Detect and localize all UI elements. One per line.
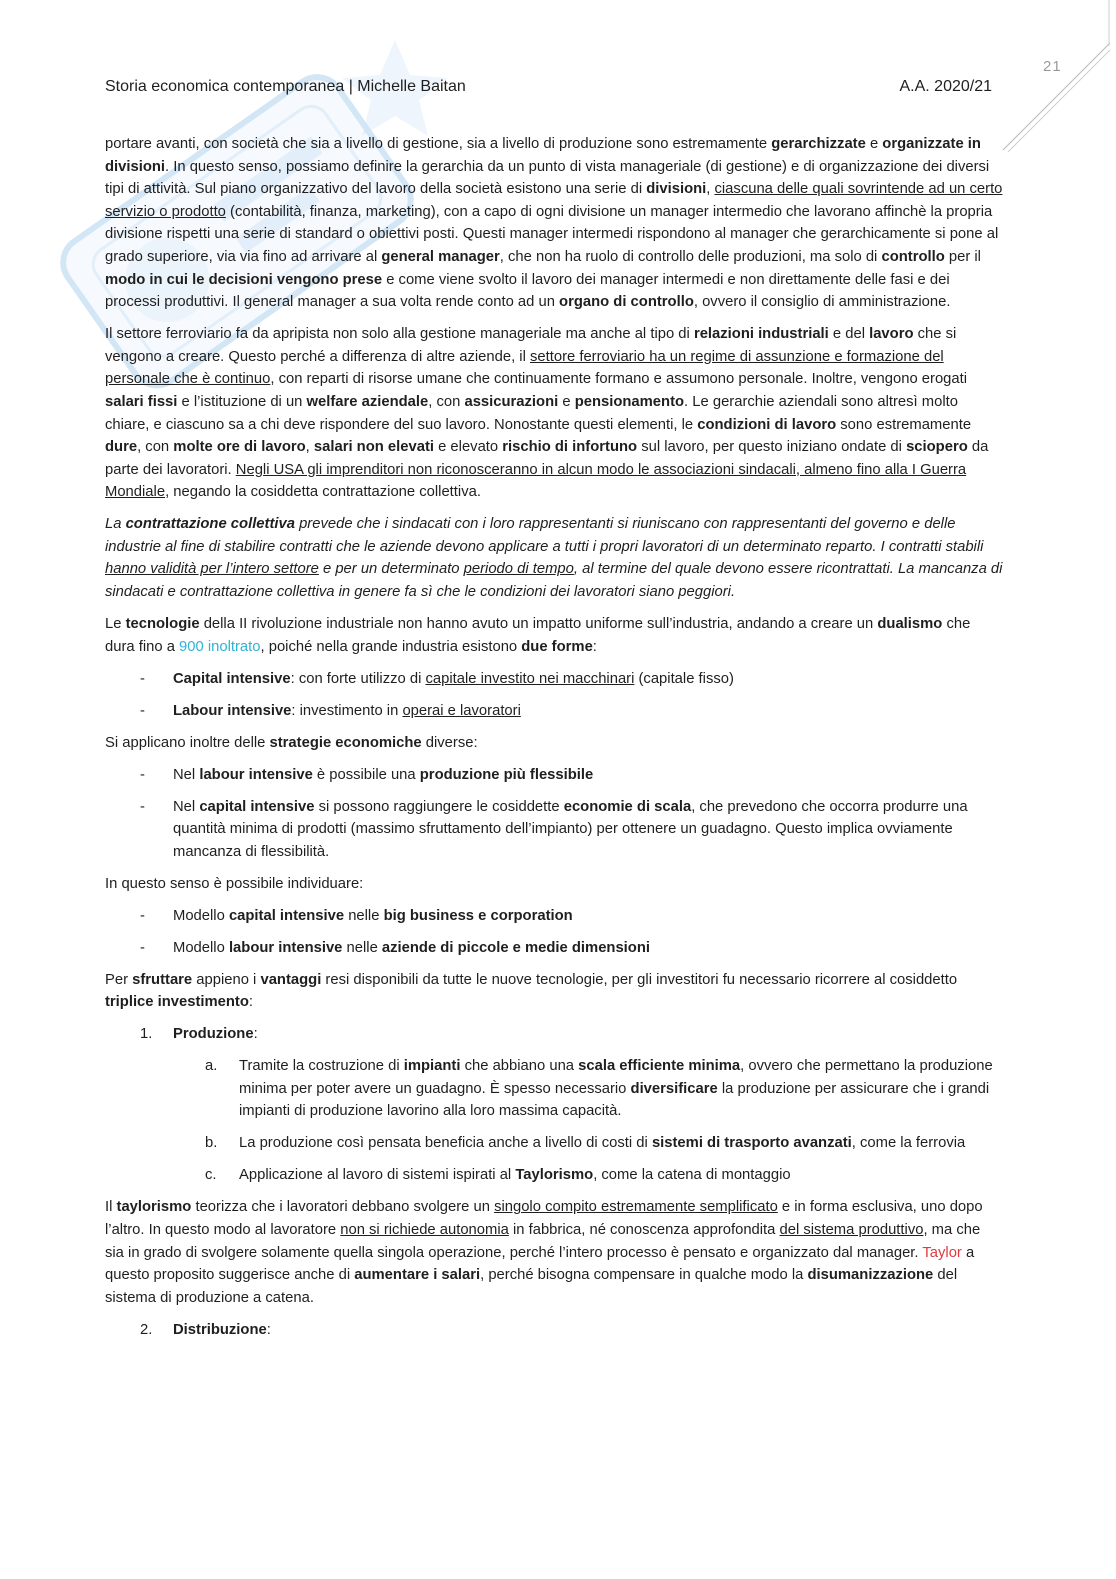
text-run: nelle — [344, 907, 384, 924]
underlined-phrase: operai e lavoratori — [402, 702, 521, 719]
text-run: Modello — [173, 939, 229, 956]
text-run: : — [248, 994, 254, 1011]
paragraph-collective-bargaining — [105, 513, 1003, 603]
bold-term: capital intensive — [199, 798, 315, 815]
bold-term: modo in cui le decisioni vengono prese — [105, 271, 383, 288]
text-run: (capitale fisso) — [634, 670, 734, 687]
highlighted-name: Taylor — [922, 1244, 962, 1261]
text-run: nelle — [342, 939, 382, 956]
text-run: : investimento in — [291, 702, 403, 719]
text-run: Nel — [173, 766, 200, 783]
list-item — [105, 668, 1003, 691]
forms-list — [105, 668, 1003, 723]
paragraph-technologies — [105, 613, 1003, 658]
bold-term: scala efficiente minima — [578, 1058, 741, 1075]
bold-term: triplice investimento — [105, 994, 249, 1011]
text-run: del sistema di produzione a catena. — [105, 1267, 958, 1306]
bold-term: produzione più flessibile — [419, 766, 594, 783]
bold-term: organo di controllo — [559, 294, 694, 311]
text-run: La — [105, 516, 126, 533]
paragraph-models-intro — [105, 873, 1003, 896]
text-run: e in forma esclusiva, uno dopo l’altro. In questo modo al lavoratore — [105, 1199, 983, 1238]
text-run: diverse: — [421, 734, 478, 751]
bold-term: salari non elevati — [313, 439, 434, 456]
text-run: prevede che i sindacati con i loro rappresentanti si riuniscano con rappresentanti del governo e delle industrie al fine di stabilire contratti che le aziende devono applicare a tutti i propri lavoratori di un determinato reparto. I contratti stabili — [105, 516, 984, 555]
bold-term: strategie economiche — [269, 734, 422, 751]
bold-term: taylorismo — [116, 1199, 192, 1216]
bold-term: labour intensive — [199, 766, 313, 783]
text-run: e — [865, 136, 883, 152]
underlined-phrase: settore ferroviario ha un regime di assunzione e formazione del personale che è continuo — [105, 348, 944, 388]
bold-term: aziende di piccole e medie dimensioni — [381, 939, 650, 956]
bold-term: labour intensive — [228, 939, 343, 956]
bold-term: Taylorismo — [515, 1167, 594, 1184]
underlined-phrase: ciascuna delle quali sovrintende ad un certo servizio o prodotto — [105, 181, 1003, 220]
list-item — [105, 764, 1003, 787]
text-run: In questo senso è possibile individuare: — [105, 875, 364, 892]
bold-term: divisioni — [646, 181, 707, 198]
text-run: è possibile una — [312, 766, 420, 783]
bold-term: aumentare i salari — [354, 1267, 481, 1284]
underlined-phrase: singolo compito estremamente semplificato — [494, 1199, 778, 1216]
list-marker: - — [140, 702, 145, 719]
underlined-phrase: Negli USA gli imprenditori non riconosceranno in alcun modo le associazioni sindacali, almeno fino alla I Guerra Mondiale — [105, 461, 967, 501]
text-run: : con forte utilizzo di — [290, 670, 426, 687]
underlined-phrase: periodo di tempo — [463, 561, 574, 578]
text-run: , al termine del quale devono essere ricontrattati. La mancanza di sindacati e contrattazione collettiva in genere fa sì che le condizioni dei lavoratori siano peggiori. — [105, 561, 1003, 601]
list-marker: - — [140, 939, 145, 956]
bold-term: economie di scala — [563, 798, 692, 815]
sublist-item — [105, 1132, 1003, 1155]
numbered-item-distribution — [105, 1319, 1003, 1342]
bold-term: relazioni industriali — [693, 326, 829, 343]
paragraph-railway-sector — [105, 323, 1003, 504]
text-run: Il — [105, 1199, 117, 1216]
numbered-item-production — [105, 1023, 1003, 1046]
text-run: , che prevedono che occorra produrre una quantità minima di prodotti (massimo sfruttamento dell’impianto) per ottenere un guadagno. Questo implica ovviamente mancanza di flessibilità. — [173, 798, 968, 860]
text-run: resi disponibili da tutte le nuove tecnologie, per gli investitori fu necessario ricorrere al cosiddetto — [321, 971, 958, 988]
bold-term: diversificare — [630, 1080, 718, 1097]
underlined-phrase: non si richiede autonomia — [340, 1221, 509, 1238]
bold-term: sistemi di trasporto avanzati — [651, 1135, 852, 1152]
bold-term: capital intensive — [228, 907, 345, 924]
text-run: teorizza che i lavoratori debbano svolgere un — [191, 1199, 495, 1216]
text-run: : — [592, 638, 597, 655]
text-run: Si applicano inoltre delle — [105, 734, 270, 751]
text-run: , con reparti di risorse umane che continuamente formano e assumono personale. Inoltre, vengono erogati — [270, 371, 968, 388]
bold-term: vantaggi — [260, 971, 322, 988]
document-body — [105, 133, 1003, 1351]
underlined-phrase: del sistema produttivo — [779, 1221, 924, 1238]
text-run: appieno i — [192, 971, 261, 988]
text-run: sono estremamente — [836, 416, 972, 433]
text-run: , con — [428, 393, 465, 410]
investment-list-continued — [105, 1319, 1003, 1342]
list-marker: - — [140, 670, 145, 687]
paragraph-divisions — [105, 133, 1003, 314]
bold-term: sciopero — [906, 439, 968, 456]
sublist-item — [105, 1055, 1003, 1123]
list-item — [105, 700, 1003, 723]
list-number: 1. — [140, 1026, 153, 1043]
text-run: Nel — [173, 798, 200, 815]
page-number: 21 — [1043, 58, 1062, 75]
bold-term: Distribuzione — [173, 1321, 267, 1338]
text-run: , ovvero il consiglio di amministrazione. — [693, 294, 951, 311]
text-run: , come la catena di montaggio — [593, 1167, 791, 1184]
sublist-letter: c. — [205, 1167, 217, 1184]
paragraph-triple-investment — [105, 969, 1003, 1014]
bold-term: dure — [105, 439, 138, 456]
text-run: La produzione così pensata beneficia anche a livello di costi di — [239, 1135, 652, 1152]
text-run: : — [253, 1026, 258, 1043]
list-marker: - — [140, 907, 145, 924]
text-run: , con — [137, 439, 174, 456]
bold-term: impianti — [403, 1058, 461, 1075]
text-run: in fabbrica, né conoscenza approfondita — [508, 1221, 780, 1238]
text-run: : — [266, 1321, 271, 1338]
bold-term: controllo — [881, 248, 945, 265]
text-run: . In questo senso, possiamo definire la gerarchia da un punto di vista manageriale (di gestione) e di organizzazione dei diversi tipi di attività. Sul piano organizzativo del lavoro della società esistono una serie di — [105, 158, 990, 198]
text-run: , negando la cosiddetta contrattazione collettiva. — [165, 484, 481, 501]
text-run: Il settore ferroviario fa da apripista non solo alla gestione manageriale ma anche al tipo di — [105, 326, 694, 343]
list-item — [105, 796, 1003, 864]
list-marker: - — [140, 766, 145, 783]
paragraph-taylorism — [105, 1196, 1003, 1309]
text-run: Tramite la costruzione di — [239, 1058, 404, 1075]
sublist-letter: a. — [205, 1058, 218, 1075]
sublist-letter: b. — [205, 1135, 218, 1152]
text-run: che si vengono a creare. Questo perché a differenza di altre aziende, il — [105, 326, 957, 365]
bold-term: salari fissi — [105, 393, 178, 410]
text-run: , perché bisogna compensare in qualche modo la — [480, 1267, 808, 1284]
text-run: e l’istituzione di un — [177, 393, 307, 410]
text-run: la produzione per assicurare che i grandi impianti di produzione lavorino alla loro massima capacità. — [239, 1080, 990, 1120]
text-run: e elevato — [433, 439, 503, 456]
page-corner-decoration — [990, 0, 1116, 160]
models-list — [105, 905, 1003, 960]
bold-term: contrattazione collettiva — [125, 516, 295, 533]
bold-term: molte ore di lavoro — [173, 439, 306, 456]
text-run: a questo proposito suggerisce anche di — [105, 1244, 975, 1284]
production-sublist — [105, 1055, 1003, 1187]
text-run: , che non ha ruolo di controllo delle produzioni, ma solo di — [499, 248, 882, 265]
text-run: , — [305, 439, 314, 456]
bold-term: rischio di infortuno — [502, 439, 638, 456]
text-run: (contabilità, finanza, marketing), con a capo di ogni divisione un manager intermedio che lavorano affinchè la propria divisione rispetti una serie di standard o obiettivi posti. Questi manager intermedi rispondono al manager che gerarchicamente si pone al grado superiore, via via fino ad arrivare al — [105, 203, 999, 265]
text-run: , — [706, 181, 715, 198]
text-run: da parte dei lavoratori. — [105, 439, 989, 478]
investment-list — [105, 1023, 1003, 1187]
bold-term: general manager — [381, 248, 500, 265]
bold-term: assicurazioni — [464, 393, 559, 410]
highlighted-date: 900 inoltrato — [179, 638, 261, 655]
bold-term: sfruttare — [132, 971, 193, 988]
text-run: . Le gerarchie aziendali sono altresì molto chiare, e ciascuno sa a chi deve rispondere del suo lavoro. Nonostante questi elementi, le — [105, 393, 958, 433]
text-run: e per un determinato — [318, 561, 464, 578]
text-run: si possono raggiungere le cosiddette — [314, 798, 564, 815]
bold-term: lavoro — [869, 326, 914, 343]
bold-term: Labour intensive — [173, 702, 292, 719]
bold-term: condizioni di lavoro — [697, 416, 837, 433]
text-run: che abbiano una — [460, 1058, 579, 1075]
text-run: Modello — [173, 907, 229, 924]
underlined-phrase: capitale investito nei macchinari — [425, 670, 635, 687]
list-item — [105, 905, 1003, 928]
bold-term: tecnologie — [125, 616, 200, 633]
text-run: , poiché nella grande industria esistono — [260, 638, 522, 655]
text-run: che dura fino a — [105, 616, 971, 655]
bold-term: pensionamento — [574, 393, 685, 410]
text-run: Le — [105, 616, 126, 633]
list-number: 2. — [140, 1321, 153, 1338]
text-run: e come viene svolto il lavoro dei manager intermedi e non direttamente delle fasi e dei processi produttivi. Il general manager a sua volta rende conto ad un — [105, 271, 950, 311]
text-run: , come la ferrovia — [851, 1135, 966, 1152]
sublist-item — [105, 1164, 1003, 1187]
text-run: , ma che sia in grado di svolgere solamente quella singola operazione, perché l’intero processo è pensato e organizzato dal manager. — [105, 1221, 981, 1261]
header-title: Storia economica contemporanea | Michelle Baitan — [105, 78, 466, 95]
bold-term: dualismo — [877, 616, 943, 633]
bold-term: big business e corporation — [383, 907, 573, 924]
text-run: per il — [944, 248, 981, 265]
strategies-list — [105, 764, 1003, 864]
list-item — [105, 937, 1003, 960]
text-run: sul lavoro, per questo iniziano ondate di — [637, 439, 907, 456]
underlined-phrase: hanno validità per l’intero settore — [105, 561, 319, 578]
paragraph-strategies — [105, 732, 1003, 755]
text-run: e — [558, 393, 575, 410]
bold-term: welfare aziendale — [306, 393, 429, 410]
text-run: e del — [828, 326, 870, 343]
bold-term: gerarchizzate — [771, 136, 866, 152]
text-run: , ovvero che permettano la produzione minima per poter avere un guadagno. È spesso necessario — [239, 1058, 993, 1097]
bold-term: Produzione — [173, 1026, 254, 1043]
bold-term: disumanizzazione — [807, 1267, 934, 1284]
text-run: della II rivoluzione industriale non hanno avuto un impatto uniforme sull’industria, andando a creare un — [199, 616, 878, 633]
bold-term: Capital intensive — [173, 670, 291, 687]
text-run: portare avanti, con società che sia a livello di gestione, sia a livello di produzione sono estremamente — [105, 136, 772, 152]
list-marker: - — [140, 798, 145, 815]
academic-year: A.A. 2020/21 — [899, 78, 992, 95]
text-run: Per — [105, 971, 133, 988]
text-run: Applicazione al lavoro di sistemi ispirati al — [239, 1167, 516, 1184]
bold-term: due forme — [521, 638, 593, 655]
bold-term: organizzate in divisioni — [105, 136, 981, 175]
